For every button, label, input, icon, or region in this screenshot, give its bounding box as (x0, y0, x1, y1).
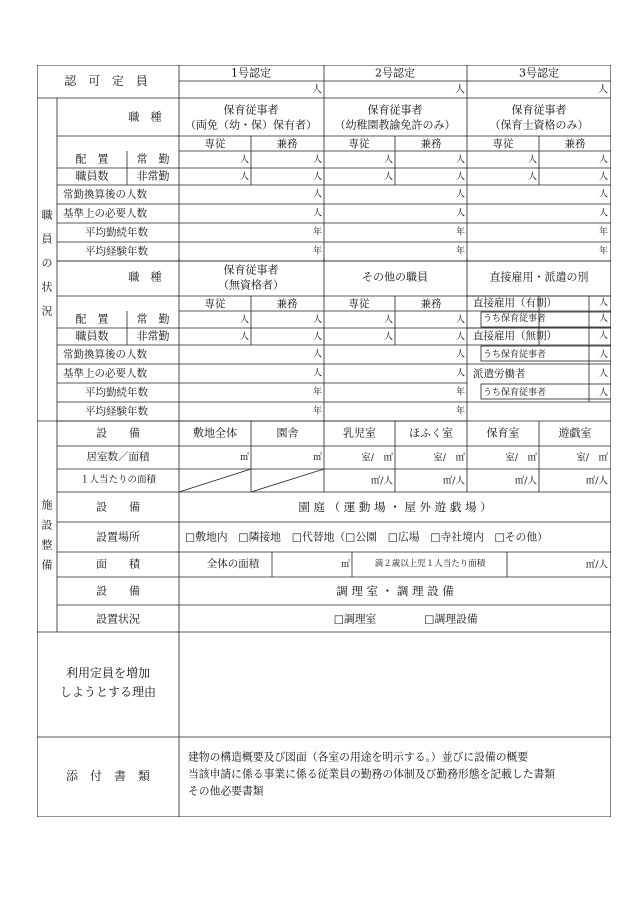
staff-type-title: 保育従事者 (223, 263, 279, 277)
employment-label: 派遣労働者 (473, 368, 526, 380)
hijokin-label: 非常勤 (136, 329, 170, 343)
unit-person: 人 (455, 368, 465, 379)
unit-year: 年 (455, 246, 465, 257)
unit-person: 人 (383, 172, 393, 182)
unit-person: 人 (312, 349, 322, 360)
kenmu-header: 兼務 (564, 138, 586, 150)
unit-person: 人 (383, 332, 393, 342)
unit-person: 人 (598, 314, 608, 324)
garden-label: 園 庭 （ 運 動 場 ・ 屋 外 遊 戯 場 ） (298, 500, 492, 514)
unit-person: 人 (598, 350, 608, 360)
staff-type-title: 保育従事者 (511, 103, 567, 117)
staff-vertical-label: の (41, 256, 53, 270)
room-header: 乳児室 (343, 426, 376, 440)
staff-type-title: 直接雇用・派遣の別 (489, 270, 589, 284)
jokin-label: 常 勤 (136, 312, 170, 326)
unit-person: 人 (312, 84, 322, 96)
unit-m2-per: ㎡/人 (370, 475, 393, 487)
staff-row-label: 平均経験年数 (85, 405, 148, 418)
facility-vertical-label: 整 (41, 538, 53, 552)
per-child-label: １人当たりの面積 (79, 474, 157, 486)
unit-room-m2: 室/ ㎡ (361, 452, 393, 464)
staff-row-label: 平均経験年数 (85, 245, 148, 258)
attachments-label: 添 付 書 類 (65, 769, 151, 783)
staff-type-subtitle: （両免（幼・保）保有者） (185, 118, 317, 132)
sensu-header: 専従 (348, 298, 370, 310)
shokuinsu-label: 職員数 (75, 329, 109, 343)
occupation-label: 職 種 (128, 110, 162, 124)
staff-row-label: 基準上の必要人数 (63, 367, 147, 380)
capacity-cert-header: 3号認定 (519, 66, 559, 80)
hijokin-label: 非常勤 (136, 169, 170, 183)
unit-person: 人 (455, 332, 465, 342)
staff-type-subtitle: （保育士資格のみ） (489, 118, 589, 132)
unit-person: 人 (383, 315, 393, 325)
room-header: 園舎 (276, 426, 299, 440)
unit-person: 人 (312, 155, 322, 165)
kenmu-header: 兼務 (420, 138, 442, 150)
over2-area-label: 満２歳以上児１人当たり面積 (374, 559, 486, 569)
unit-year: 年 (312, 406, 322, 417)
count-area-label: 居室数／面積 (86, 451, 150, 463)
kitchen-equip-checkbox: □調理設備 (424, 612, 478, 626)
unit-m2-per: ㎡/人 (585, 475, 608, 487)
unit-person: 人 (598, 155, 608, 165)
jokin-label: 常 勤 (136, 152, 170, 166)
staff-row-label: 平均勤続年数 (85, 386, 148, 399)
kitchen-room-checkbox: □調理室 (333, 612, 377, 626)
staff-vertical-label: 職 (41, 208, 53, 222)
staff-type-title: その他の職員 (362, 270, 428, 284)
unit-person: 人 (312, 332, 322, 342)
capacity-cert-header: 2号認定 (375, 66, 415, 80)
application-form-table (37, 65, 611, 817)
unit-person: 人 (312, 315, 322, 325)
status-label: 設置状況 (96, 612, 140, 626)
staff-row-label: 常勤換算後の人数 (63, 348, 147, 361)
unit-m2-per: ㎡/人 (585, 559, 608, 571)
unit-person: 人 (455, 315, 465, 325)
employment-label: 直接雇用（無期） (473, 330, 557, 342)
attachment-item: 当該申請に係る事業に係る従業員の勤務の体制及び勤務形態を記載した書類 (188, 767, 556, 781)
staff-vertical-label: 状 (41, 280, 53, 294)
staff-vertical-label: 員 (41, 232, 53, 246)
setsubi-label: 設 備 (96, 426, 140, 440)
unit-person: 人 (598, 208, 608, 219)
total-area-label: 全体の面積 (206, 558, 260, 570)
sensu-header: 専従 (492, 138, 514, 150)
staff-type-title: 保育従事者 (367, 103, 423, 117)
facility-vertical-label: 設 (41, 518, 53, 532)
unit-year: 年 (598, 246, 608, 257)
unit-year: 年 (312, 387, 322, 398)
staff-type-subtitle: （無資格者） (218, 278, 284, 292)
unit-person: 人 (598, 388, 608, 398)
employment-sub-label: うち保育従事者 (483, 388, 547, 398)
staff-vertical-label: 況 (41, 304, 53, 318)
location-options: □敷地内 □隣接地 □代替地（□公園 □広場 □寺社境内 □その他） (185, 530, 548, 544)
location-label: 設置場所 (96, 530, 140, 544)
kenmu-header: 兼務 (276, 138, 298, 150)
unit-person: 人 (455, 155, 465, 165)
staff-row-label: 基準上の必要人数 (63, 207, 147, 220)
unit-person: 人 (312, 172, 322, 182)
staff-type-subtitle: （幼稚園教諭免許のみ） (334, 118, 456, 132)
unit-room-m2: 室/ ㎡ (433, 452, 465, 464)
attachment-item: その他必要書類 (188, 784, 264, 798)
unit-person: 人 (239, 155, 249, 165)
unit-person: 人 (312, 189, 322, 200)
unit-person: 人 (598, 298, 608, 308)
area-label: 面 積 (96, 557, 140, 571)
unit-person: 人 (598, 369, 608, 379)
facility-vertical-label: 施 (41, 498, 53, 512)
unit-person: 人 (239, 315, 249, 325)
reason-label-line1: 利用定員を増加 (65, 666, 151, 680)
kitchen-setsubi-label: 設 備 (96, 584, 140, 598)
unit-year: 年 (598, 227, 608, 238)
unit-year: 年 (312, 227, 322, 238)
unit-person: 人 (239, 172, 249, 182)
haichi-label: 配 置 (75, 152, 109, 166)
occupation-label: 職 種 (128, 270, 162, 284)
unit-person: 人 (312, 208, 322, 219)
reason-label-line2: しようとする理由 (59, 685, 157, 699)
unit-m2: ㎡ (312, 453, 322, 463)
unit-person: 人 (598, 331, 608, 341)
unit-year: 年 (455, 227, 465, 238)
unit-m2: ㎡ (239, 453, 249, 463)
unit-person: 人 (239, 332, 249, 342)
unit-person: 人 (598, 84, 608, 96)
sensu-header: 専従 (204, 138, 226, 150)
kenmu-header: 兼務 (276, 298, 298, 310)
unit-m2-per: ㎡/人 (514, 475, 537, 487)
staff-type-title: 保育従事者 (223, 103, 279, 117)
unit-year: 年 (455, 387, 465, 398)
employment-sub-label: うち保育従事者 (483, 350, 547, 360)
unit-person: 人 (598, 172, 608, 182)
unit-room-m2: 室/ ㎡ (576, 452, 608, 464)
unit-m2: ㎡ (340, 560, 350, 570)
staff-row-label: 常勤換算後の人数 (63, 188, 147, 201)
unit-person: 人 (455, 172, 465, 182)
unit-m2-per: ㎡/人 (442, 475, 465, 487)
unit-person: 人 (455, 189, 465, 200)
capacity-cert-header: 1号認定 (231, 66, 271, 80)
capacity-label: 認 可 定 員 (64, 74, 152, 88)
room-header: 保育室 (486, 426, 520, 440)
unit-person: 人 (383, 155, 393, 165)
unit-person: 人 (527, 155, 537, 165)
shokuinsu-label: 職員数 (75, 169, 109, 183)
haichi-label: 配 置 (75, 312, 109, 326)
diagonal-strike (179, 469, 251, 492)
diagonal-strike (251, 469, 324, 492)
unit-person: 人 (455, 208, 465, 219)
unit-person: 人 (527, 172, 537, 182)
facility-vertical-label: 備 (41, 558, 53, 572)
unit-year: 年 (312, 246, 322, 257)
sensu-header: 専従 (348, 138, 370, 150)
attachment-item: 建物の構造概要及び図面（各室の用途を明示する。）並びに設備の概要 (188, 750, 529, 764)
unit-person: 人 (312, 368, 322, 379)
unit-room-m2: 室/ ㎡ (505, 452, 537, 464)
sensu-header: 専従 (204, 298, 226, 310)
unit-person: 人 (598, 189, 608, 200)
kitchen-label: 調 理 室 ・ 調 理 設 備 (336, 584, 454, 598)
room-header: ほふく室 (409, 426, 453, 440)
garden-setsubi-label: 設 備 (96, 500, 140, 514)
room-header: 敷地全体 (193, 426, 237, 440)
kenmu-header: 兼務 (420, 298, 442, 310)
employment-label: 直接雇用（有期） (473, 297, 557, 309)
unit-year: 年 (455, 406, 465, 417)
employment-sub-label: うち保育従事者 (483, 314, 547, 324)
staff-row-label: 平均勤続年数 (85, 226, 148, 239)
room-header: 遊戯室 (558, 426, 592, 440)
unit-person: 人 (455, 349, 465, 360)
unit-person: 人 (455, 84, 465, 96)
